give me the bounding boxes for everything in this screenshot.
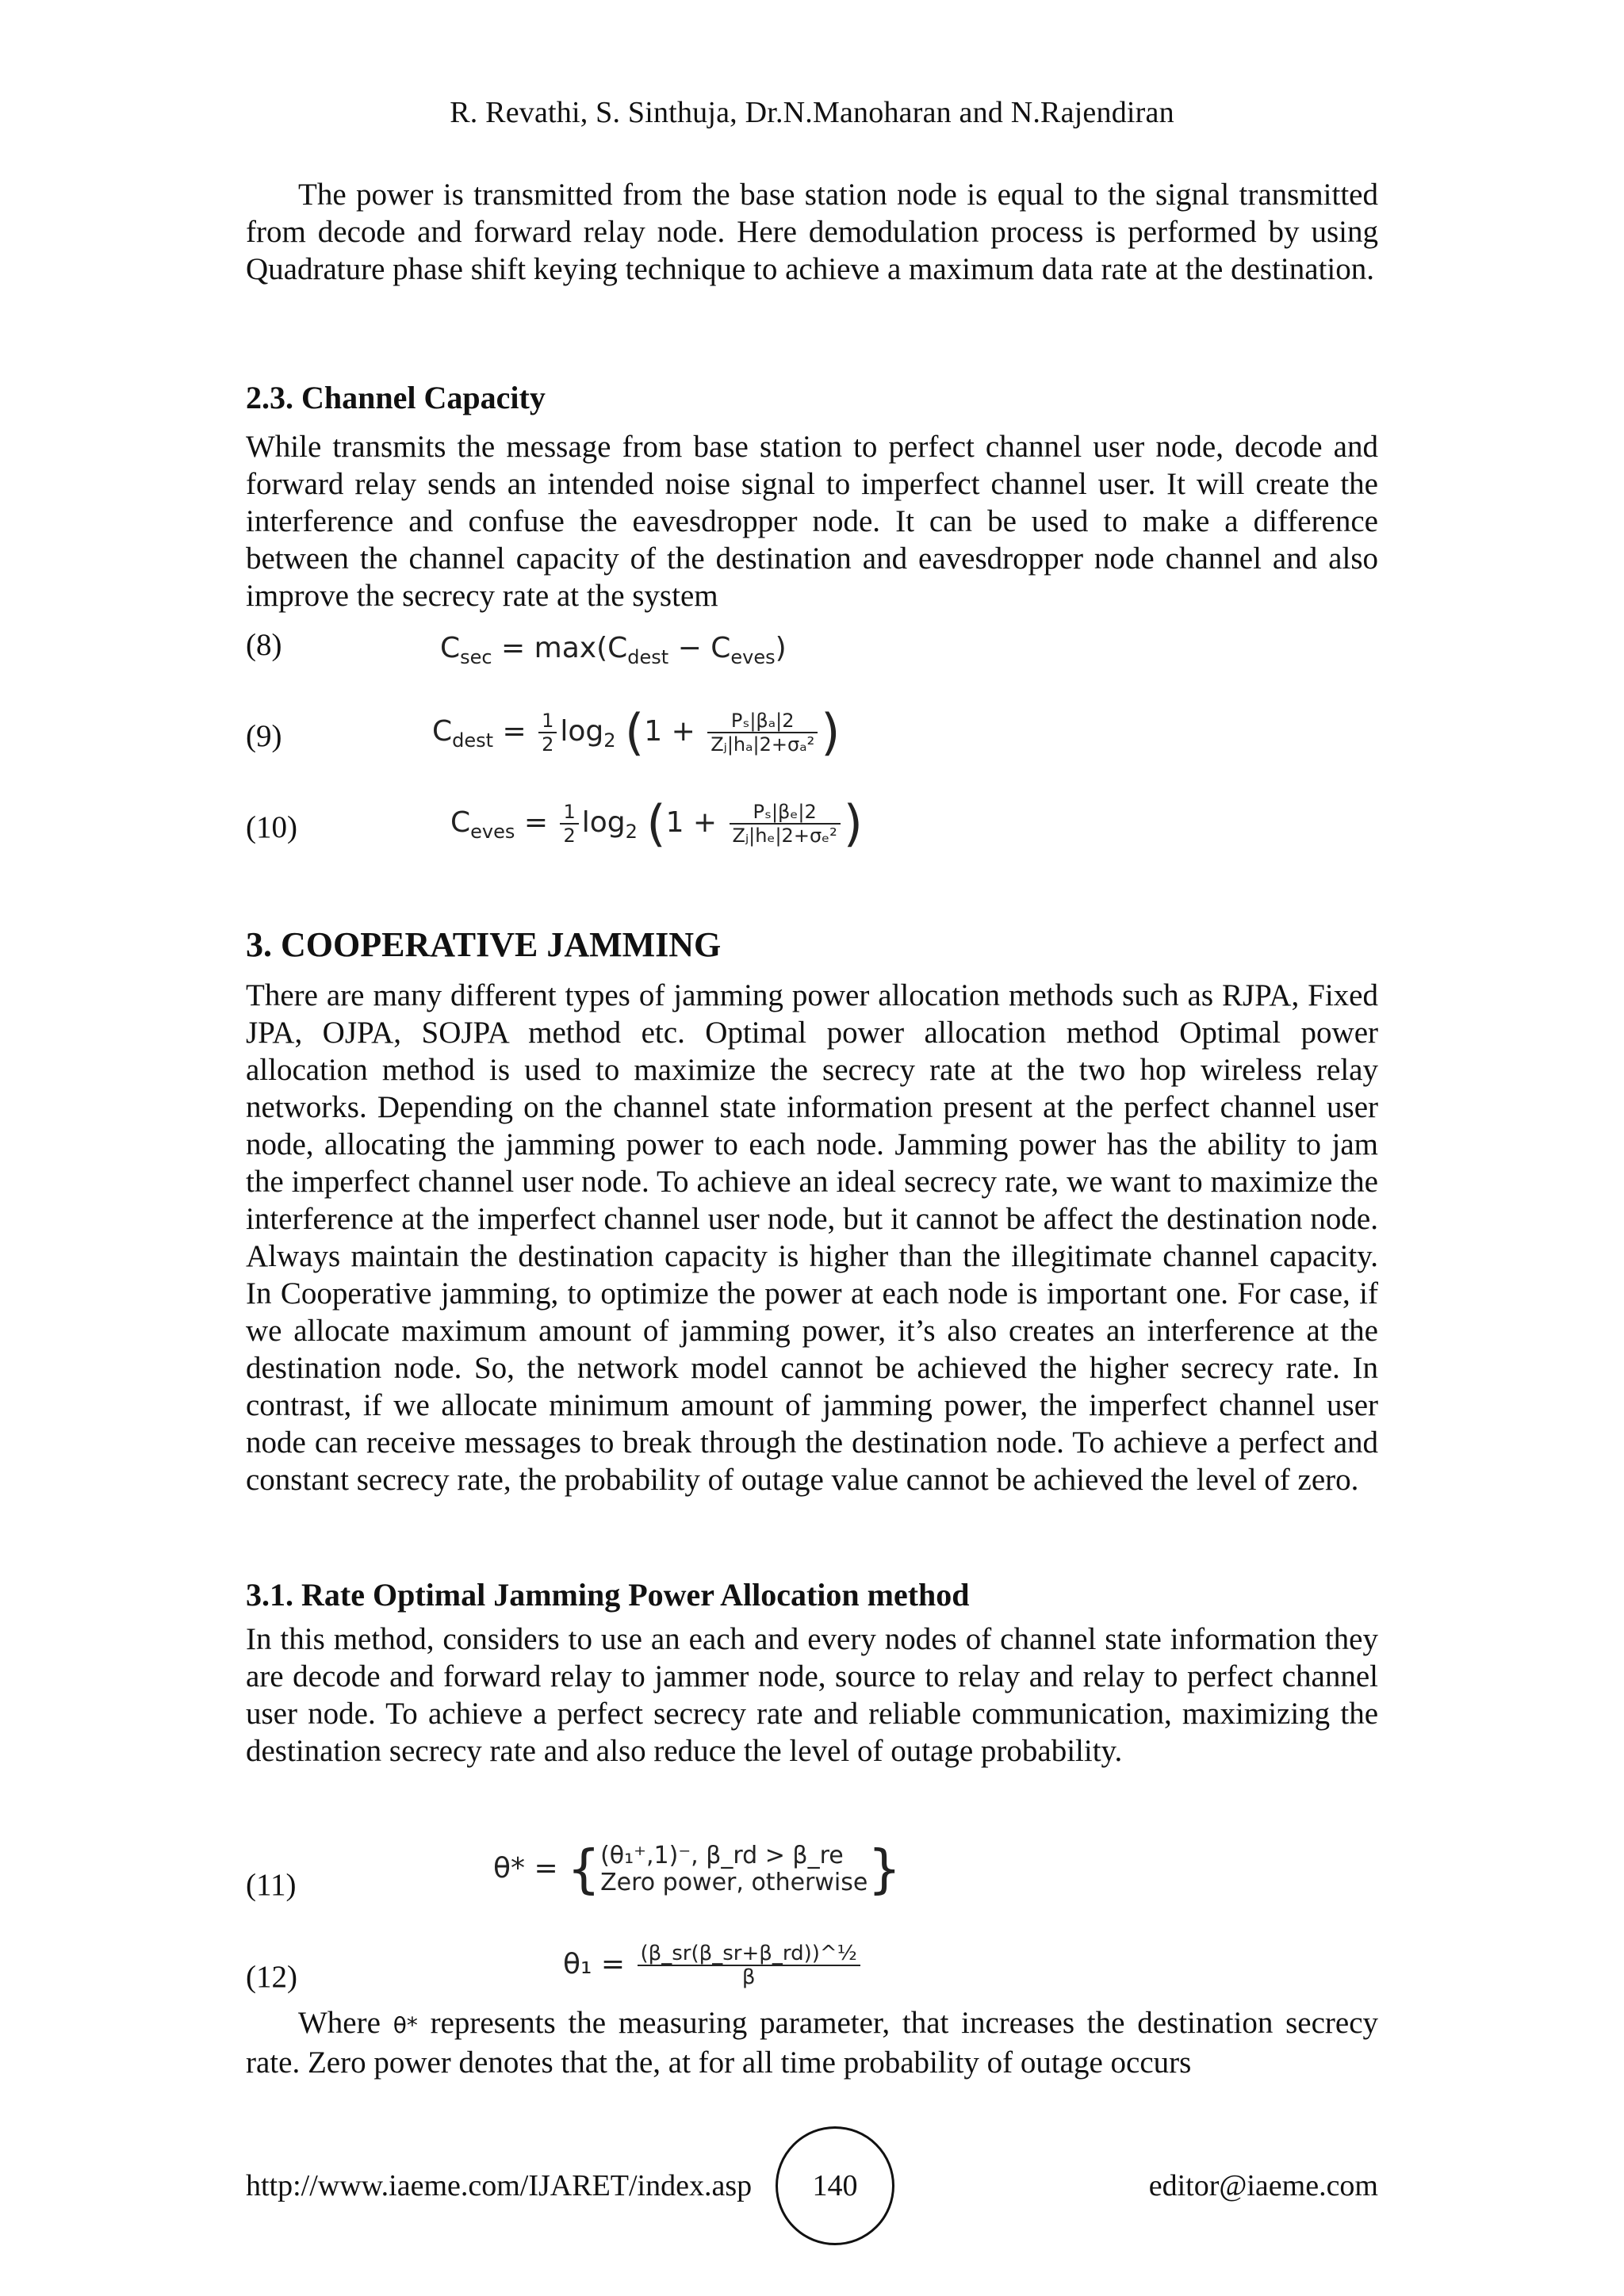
footer-email-link[interactable]: editor@iaeme.com bbox=[1148, 2169, 1378, 2202]
equation-10 bbox=[246, 794, 1378, 864]
equation-8 bbox=[246, 626, 1378, 682]
equation-body: $C_{eves}$ = $\frac{1}{2}$ $\log_2 (1$ + $\frac{\text{Pₛ|βₑ|2}}{\text{Zⱼ|hₑ|2+σₑ²}}$ ) bbox=[450, 794, 863, 852]
equation-body: θ₁ = $\frac{\text{(β\_sr(β\_sr+β\_rd))\textasciicircum{}½}}{\beta}$ bbox=[563, 1942, 864, 1988]
section-2-3-paragraph: While transmits the message from base station to perfect channel user node, decode and forward relay sends an intended noise signal to imperfect channel user. It will create the interference and confuse the eavesdropper node. It can be used to make a difference between the channel capacity of the destination and eavesdropper node channel and also improve the secrecy rate at the system bbox=[246, 430, 1378, 613]
equation-body: $C_{sec} = \max(C_{dest} - C_{eves})$ bbox=[440, 632, 787, 669]
section-3-paragraph: There are many different types of jamming power allocation methods such as RJPA, Fixed JPA, OJPA, SOJPA method etc. Optimal power allocation method Optimal power allocation method is used to maximize the secrecy rate at the two hop wireless relay networks. Depending on the channel state information present at the perfect channel user node, allocating the jamming power to each node. Jamming power has the ability to jam the imperfect channel user node. To achieve an ideal secrecy rate, we want to maximize the interference at the imperfect channel user node, but it cannot be affect the destination node. Always maintain the destination capacity is higher than the illegitimate channel capacity. In Cooperative jamming, to optimize the power at each node is important one. For case, if we allocate maximum amount of jamming power, it’s also creates an interference at the destination node. So, the network model cannot be achieved the higher secrecy rate. In contrast, if we allocate minimum amount of jamming power, the imperfect channel user node can receive messages to break through the destination node. To achieve a perfect and constant secrecy rate, the probability of outage value cannot be achieved the level of zero. bbox=[246, 978, 1378, 1497]
equation-number: (12) bbox=[246, 1960, 297, 1994]
intro-paragraph: The power is transmitted from the base station node is equal to the signal transmitted from decode and forward relay node. Here demodulation process is performed by using Quadrature phase shift keying technique to achieve a maximum data rate at the destination. bbox=[246, 178, 1378, 286]
section-3-heading: 3. COOPERATIVE JAMMING bbox=[246, 925, 722, 964]
equation-number: (11) bbox=[246, 1868, 297, 1902]
running-header-authors: R. Revathi, S. Sinthuja, Dr.N.Manoharan and N.Rajendiran bbox=[450, 96, 1174, 129]
equation-11 bbox=[246, 1839, 1378, 1922]
equation-9 bbox=[246, 703, 1378, 773]
section-2-3-heading: 2.3. Channel Capacity bbox=[246, 380, 546, 415]
equation-body: θ* = { (θ₁⁺,1)⁻, β_rd > β_re Zero power, otherwise } bbox=[493, 1839, 902, 1900]
equation-number: (10) bbox=[246, 810, 297, 844]
section-3-1-heading: 3.1. Rate Optimal Jamming Power Allocation method bbox=[246, 1577, 970, 1613]
where-paragraph: Where θ* represents the measuring parameter, that increases the destination secrecy rate. Zero power denotes that the, at for all time probability of outage occurs bbox=[246, 2006, 1379, 2080]
section-3-1-paragraph: In this method, considers to use an each and every nodes of channel state information they are decode and forward relay to jammer node, source to relay and relay to perfect channel user node. To achieve a perfect secrecy rate and reliable communication, maximizing the destination secrecy rate and also reduce the level of outage probability. bbox=[246, 1622, 1378, 1768]
page-number: 140 bbox=[776, 2126, 894, 2245]
equation-number: (9) bbox=[246, 719, 282, 753]
footer-url-link[interactable]: http://www.iaeme.com/IJARET/index.asp bbox=[246, 2169, 753, 2202]
equation-body: $C_{dest}$ = $\frac{1}{2}$ $\log_2 (1$ + $\frac{\text{Pₛ|βₐ|2}}{\text{Zⱼ|hₐ|2+σₐ²}}$ ) bbox=[432, 703, 841, 761]
equation-number: (8) bbox=[246, 628, 282, 662]
